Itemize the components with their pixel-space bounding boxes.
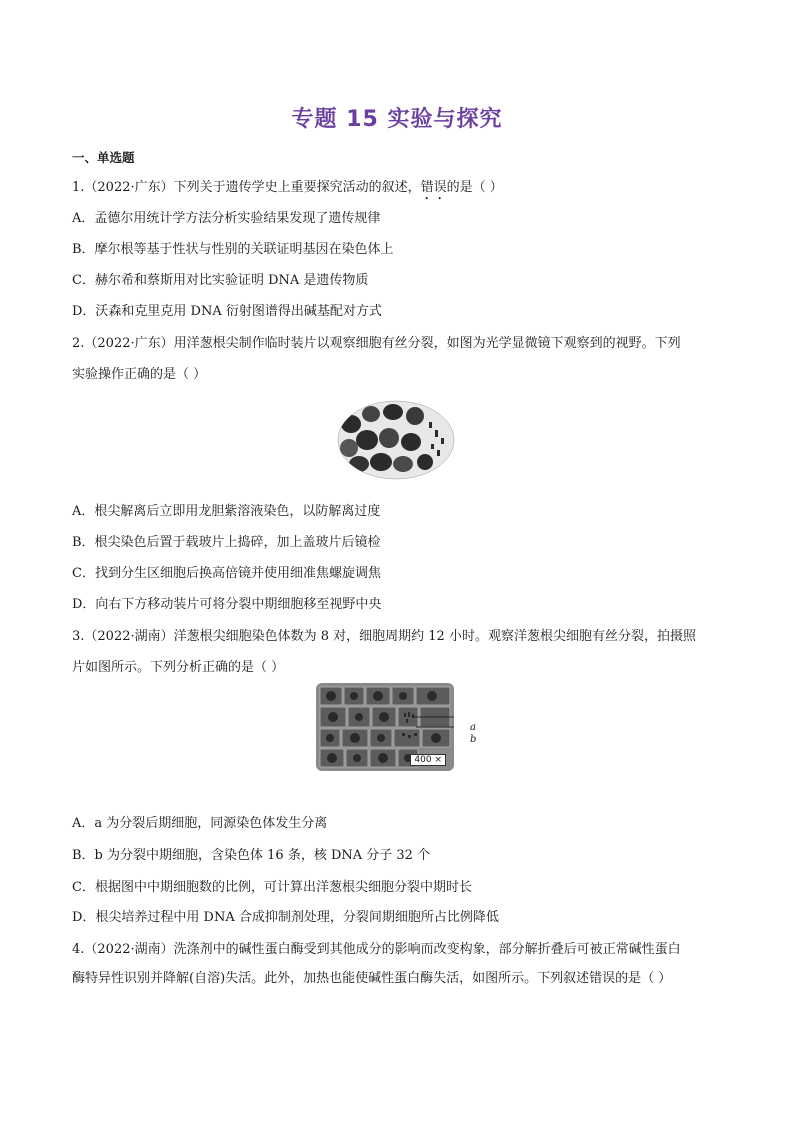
page-title: 专题 15 实验与探究 [291,107,503,132]
q2-option-c: C．找到分生区细胞后换高倍镜并使用细准焦螺旋调焦 [72,566,381,581]
emphasis-mark: 错误 [420,180,447,195]
question-4-stem-line1: 4.（2022·湖南）洗涤剂中的碱性蛋白酶受到其他成分的影响而改变构象，部分解折叠后可被正常碱性蛋白 [72,942,681,957]
section-heading: 一、单选题 [72,150,135,165]
q2-option-b: B．根尖染色后置于载玻片上捣碎，加上盖玻片后镜检 [72,535,381,550]
question-3-stem-line2: 片如图所示。下列分析正确的是（ ） [72,660,285,675]
q1-option-b: B．摩尔根等基于性状与性别的关联证明基因在染色体上 [72,242,394,257]
microscope-field-image [337,400,455,480]
label-a: a [470,722,476,733]
q3-option-d: D．根尖培养过程中用 DNA 合成抑制剂处理，分裂间期细胞所占比例降低 [72,910,499,925]
q3-option-a: A．a 为分裂后期细胞，同源染色体发生分离 [72,816,328,831]
q3-option-c: C．根据图中中期细胞数的比例，可计算出洋葱根尖细胞分裂中期时长 [72,880,472,895]
q1-option-a: A．孟德尔用统计学方法分析实验结果发现了遗传规律 [72,211,381,226]
question-1-stem: 1.（2022·广东）下列关于遗传学史上重要探究活动的叙述，错误的是（ ） [72,180,503,195]
q2-option-a: A．根尖解离后立即用龙胆紫溶液染色，以防解离过度 [72,504,381,519]
magnification-label: 400 × [410,754,446,766]
question-2-stem-line2: 实验操作正确的是（ ） [72,367,207,382]
label-b: b [470,734,477,745]
question-4-stem-line2: 酶特异性识别并降解(自溶)失活。此外，加热也能使碱性蛋白酶失活，如图所示。下列叙述错误的是（ ） [72,971,672,986]
q2-option-d: D．向右下方移动装片可将分裂中期细胞移至视野中央 [72,597,382,612]
root-tip-photo [316,683,454,771]
question-2-stem-line1: 2.（2022·广东）用洋葱根尖制作临时装片以观察细胞有丝分裂，如图为光学显微镜下观察到的视野。下列 [72,336,681,351]
q1-option-c: C．赫尔希和蔡斯用对比实验证明 DNA 是遗传物质 [72,273,369,288]
q1-option-d: D．沃森和克里克用 DNA 衍射图谱得出碱基配对方式 [72,304,382,319]
q3-option-b: B．b 为分裂中期细胞，含染色体 16 条，核 DNA 分子 32 个 [72,848,431,863]
question-3-stem-line1: 3.（2022·湖南）洋葱根尖细胞染色体数为 8 对，细胞周期约 12 小时。观察洋葱根尖细胞有丝分裂，拍摄照 [72,629,696,644]
